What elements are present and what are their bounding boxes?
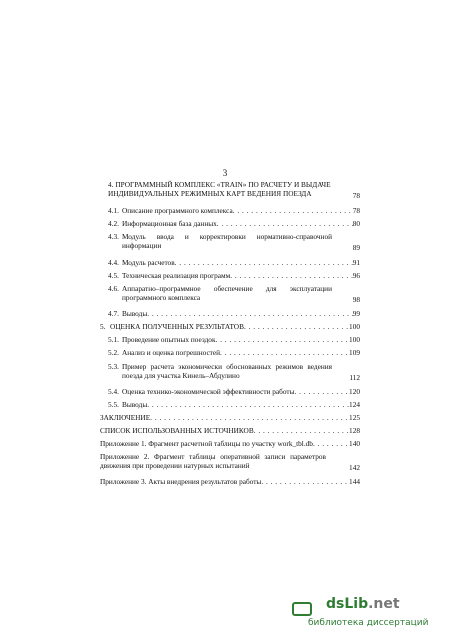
toc-page: 100 xyxy=(349,322,360,331)
toc-page: 125 xyxy=(349,413,360,422)
toc-entry-5-3 xyxy=(108,362,360,380)
watermark-subtitle: библиотека диссертаций xyxy=(308,618,429,628)
book-icon xyxy=(292,602,312,616)
toc-page: 80 xyxy=(352,219,360,228)
toc-page: 78 xyxy=(352,191,360,200)
toc-page: 91 xyxy=(352,258,360,267)
toc-num: 4.5. xyxy=(108,271,119,280)
toc-text: Проведение опытных поездок xyxy=(122,335,216,344)
toc-entry-appendix-3 xyxy=(100,477,360,486)
toc-text: Модуль ввода и корректировки нормативно-справочной информации xyxy=(122,232,332,250)
toc-leader xyxy=(150,413,349,422)
toc-leader xyxy=(147,309,352,318)
toc-num: 5.2. xyxy=(108,348,119,357)
toc-num: 5.4. xyxy=(108,387,119,396)
toc-entry-5-1 xyxy=(108,335,360,344)
toc-num: 5.3. xyxy=(108,362,119,371)
toc-page: 109 xyxy=(349,348,360,357)
toc-num: 4.3. xyxy=(108,232,119,241)
toc-text: СПИСОК ИСПОЛЬЗОВАННЫХ ИСТОЧНИКОВ xyxy=(100,426,254,435)
toc-num: 4.6. xyxy=(108,284,119,293)
toc-leader xyxy=(313,439,349,448)
toc-text: Приложение 1. Фрагмент расчетной таблицы по участку work_tbl.db xyxy=(100,439,313,448)
toc-page: 96 xyxy=(352,271,360,280)
toc-num: 4.1. xyxy=(108,206,119,215)
toc-entry-4-2 xyxy=(108,219,360,228)
toc-entry-5-5 xyxy=(108,400,360,409)
toc-text: Пример расчета экономически обоснованных режимов ведения поезда для участка Кинель–Абдулино xyxy=(122,362,332,380)
toc-entry-4-4 xyxy=(108,258,360,267)
toc-leader xyxy=(254,426,349,435)
toc-leader xyxy=(220,348,349,357)
toc-text: Приложение 2. Фрагмент таблицы оперативной записи параметров движения при проведении натурных испытаний xyxy=(100,452,326,470)
toc-text: ПРОГРАММНЫЙ КОМПЛЕКС «TRAIN» ПО РАСЧЕТУ И ВЫДАЧЕ ИНДИВИДУАЛЬНЫХ РЕЖИМНЫХ КАРТ ВЕДЕНИЯ ПОЕЗДА xyxy=(108,180,331,198)
toc-leader xyxy=(244,322,349,331)
toc-page: 99 xyxy=(352,309,360,318)
toc-page: 112 xyxy=(349,373,360,382)
toc-text: Приложение 3. Акты внедрения результатов работы xyxy=(100,477,262,486)
toc-entry-references xyxy=(100,426,360,435)
toc-page: 124 xyxy=(349,400,360,409)
toc-num: 4.4. xyxy=(108,258,119,267)
toc-text: Информационная база данных xyxy=(122,219,217,228)
toc-leader xyxy=(230,271,352,280)
toc-page: 120 xyxy=(349,387,360,396)
toc-entry-5 xyxy=(100,322,360,331)
toc-page: 128 xyxy=(349,426,360,435)
toc-text: Модуль расчетов xyxy=(122,258,175,267)
toc-page: 142 xyxy=(349,463,360,472)
toc-entry-4-5 xyxy=(108,271,360,280)
toc-text: ОЦЕНКА ПОЛУЧЕННЫХ РЕЗУЛЬТАТОВ xyxy=(110,322,244,331)
toc-page: 98 xyxy=(352,295,360,304)
watermark-logo: dsLib.net xyxy=(326,596,400,612)
toc-entry-appendix-2 xyxy=(100,452,360,470)
toc-text: Оценка технико-экономической эффективности работы xyxy=(122,387,295,396)
toc-entry-conclusion xyxy=(100,413,360,422)
toc-entry-4 xyxy=(108,180,360,198)
toc-num: 5.1. xyxy=(108,335,119,344)
toc-leader xyxy=(147,400,349,409)
toc-text: ЗАКЛЮЧЕНИЕ xyxy=(100,413,151,422)
toc-num: 4.7. xyxy=(108,309,119,318)
toc-text: Аппаратно–программное обеспечение для эксплуатации программного комплекса xyxy=(122,284,332,302)
toc-leader xyxy=(217,219,353,228)
page-number: 3 xyxy=(222,168,228,178)
toc-text: Анализ и оценка погрешностей xyxy=(122,348,221,357)
toc-page: 78 xyxy=(352,206,360,215)
toc-entry-5-2 xyxy=(108,348,360,357)
toc-num: 5. xyxy=(100,322,106,331)
toc-leader xyxy=(261,477,349,486)
toc-text: Выводы xyxy=(122,400,148,409)
toc-entry-4-7 xyxy=(108,309,360,318)
toc-leader xyxy=(216,335,350,344)
toc-entry-4-1 xyxy=(108,206,360,215)
toc-num: 4. xyxy=(108,180,114,189)
toc-text: Техническая реализация программ xyxy=(122,271,231,280)
toc-page: 89 xyxy=(352,243,360,252)
toc-text: Описание программного комплекса xyxy=(122,206,233,215)
toc-entry-appendix-1 xyxy=(100,439,360,448)
toc-leader xyxy=(295,387,350,396)
toc-text: Выводы xyxy=(122,309,148,318)
toc-leader xyxy=(233,206,353,215)
toc-leader xyxy=(175,258,353,267)
toc-entry-5-4 xyxy=(108,387,360,396)
watermark xyxy=(286,596,450,636)
toc-page: 100 xyxy=(349,335,360,344)
toc-num: 5.5. xyxy=(108,400,119,409)
toc-page: 144 xyxy=(349,477,360,486)
toc-page: 140 xyxy=(349,439,360,448)
toc-num: 4.2. xyxy=(108,219,119,228)
toc-entry-4-6 xyxy=(108,284,360,302)
toc-entry-4-3 xyxy=(108,232,360,250)
